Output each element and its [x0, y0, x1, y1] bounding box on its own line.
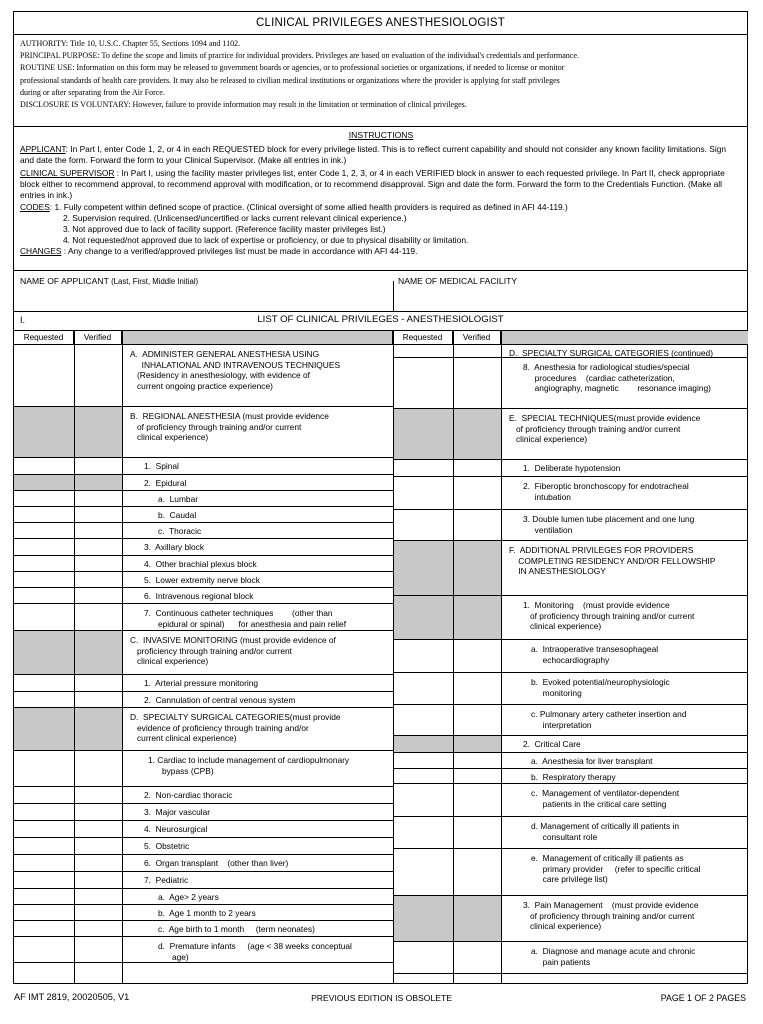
right-requested-cell[interactable]	[393, 358, 453, 409]
right-verified-header: Verified	[453, 331, 501, 345]
privilege-text-line: A. ADMINISTER GENERAL ANESTHESIA USING	[130, 349, 320, 359]
left-verified-cell[interactable]	[74, 604, 122, 631]
column-divider	[393, 331, 394, 984]
left-privilege-cell	[122, 407, 393, 458]
applicant-name-field[interactable]	[20, 276, 198, 286]
right-privilege-cell	[501, 596, 748, 640]
privilege-text-line: a. Age> 2 years	[158, 892, 219, 902]
right-verified-cell[interactable]	[453, 460, 501, 477]
privilege-text-line: current ongoing practice experience)	[130, 380, 273, 391]
privilege-text-line: 5. Obstetric	[144, 841, 190, 851]
left-verified-cell[interactable]	[74, 838, 122, 855]
privacy-act-statement	[20, 38, 740, 111]
form-frame	[13, 11, 748, 984]
left-requested-header: Requested	[14, 331, 74, 345]
privilege-text-line: 8. Anesthesia for radiological studies/special	[523, 362, 690, 372]
column-divider	[501, 331, 502, 984]
right-privilege-header	[501, 331, 748, 345]
privilege-text-line: of proficiency through training and/or current	[523, 610, 695, 621]
privilege-text-line: 6. Organ transplant (other than liver)	[144, 858, 289, 868]
privilege-text-line: a. Lumbar	[158, 494, 199, 504]
right-privilege-cell	[501, 784, 748, 817]
right-requested-cell[interactable]	[393, 477, 453, 510]
left-verified-cell	[74, 708, 122, 751]
right-verified-cell[interactable]	[453, 345, 501, 358]
left-privilege-cell	[122, 675, 393, 692]
right-requested-cell	[393, 409, 453, 460]
left-privilege-cell	[122, 855, 393, 872]
right-verified-cell[interactable]	[453, 942, 501, 974]
privilege-text-line: 2. Non-cardiac thoracic	[144, 790, 233, 800]
privilege-text-line: (Residency in anesthesiology, with evidence of	[130, 370, 311, 380]
privilege-text-line: of proficiency through training and/or current	[509, 423, 681, 434]
privilege-text-line: ventilation	[523, 524, 573, 535]
privilege-text-line: age)	[158, 951, 189, 962]
left-privilege-cell	[122, 872, 393, 889]
left-verified-cell	[74, 631, 122, 675]
privilege-text-line: e. Management of critically ill patients as	[531, 853, 684, 863]
codes-label: CODES	[20, 202, 50, 213]
left-verified-cell[interactable]	[74, 345, 122, 407]
right-privilege-cell	[501, 673, 748, 705]
right-requested-cell[interactable]	[393, 673, 453, 705]
left-privilege-cell	[122, 787, 393, 804]
privilege-text-line: c. Age birth to 1 month (term neonates)	[158, 924, 315, 934]
privilege-text-line: clinical experience)	[523, 621, 602, 631]
right-privilege-cell	[501, 942, 748, 974]
code-2: 2. Supervision required. (Unlicensed/uncertified or lacks current relevant clinical experience.)	[63, 213, 407, 224]
right-requested-cell[interactable]	[393, 817, 453, 849]
privilege-text-line: IN ANESTHESIOLOGY	[509, 566, 606, 576]
privilege-text-line: F. ADDITIONAL PRIVILEGES FOR PROVIDERS	[509, 545, 694, 555]
left-requested-cell[interactable]	[14, 539, 74, 556]
left-verified-cell[interactable]	[74, 572, 122, 588]
right-requested-cell[interactable]	[393, 705, 453, 736]
privilege-text-line: pain patients	[531, 956, 591, 967]
privilege-text-line: consultant role	[531, 831, 598, 842]
left-requested-cell[interactable]	[14, 523, 74, 539]
left-requested-cell[interactable]	[14, 821, 74, 838]
right-verified-cell	[453, 541, 501, 596]
left-privilege-cell	[122, 751, 393, 787]
right-privilege-cell	[501, 460, 748, 477]
left-verified-cell[interactable]	[74, 872, 122, 889]
left-requested-cell[interactable]	[14, 838, 74, 855]
routine-use-line-2: professional standards of health care providers. It may also be released to civilian medical institutions or organizations where the provider is applying for staff privileges	[20, 75, 560, 85]
left-verified-cell[interactable]	[74, 458, 122, 475]
right-privilege-cell	[501, 640, 748, 673]
left-requested-cell[interactable]	[14, 905, 74, 921]
left-verified-cell[interactable]	[74, 675, 122, 692]
privilege-text-line: intubation	[523, 491, 571, 502]
left-privilege-cell	[122, 458, 393, 475]
right-verified-cell[interactable]	[453, 640, 501, 673]
privilege-text-line: proficiency through training and/or current	[130, 645, 293, 656]
right-verified-cell	[453, 409, 501, 460]
left-requested-cell[interactable]	[14, 804, 74, 821]
supervisor-text: : In Part I, using the facility master privileges list, enter Code 1, 2, 3, or 4 in each VERIFIED block in answer to each requested privilege. In Part II, check appropriate block either to recommend approval, to recommend approval with modification, or to recommend disapproval. Sign and date the form. Forward the form to the Credentials Function. (Make all entries in ink.)	[20, 167, 725, 200]
privilege-text-line: evidence of proficiency through training and/or	[130, 722, 309, 733]
right-verified-cell[interactable]	[453, 849, 501, 896]
right-requested-cell[interactable]	[393, 640, 453, 673]
right-verified-cell[interactable]	[453, 705, 501, 736]
right-verified-cell	[453, 736, 501, 753]
right-privilege-cell	[501, 817, 748, 849]
left-requested-cell[interactable]	[14, 491, 74, 507]
left-verified-cell[interactable]	[74, 921, 122, 937]
code-1-text: : 1. Fully competent within defined scope of practice. (Clinical oversight of some allied health providers is required as defined in AFI 44-119.)	[49, 202, 568, 213]
privileges-table	[14, 331, 747, 984]
privilege-text-line: 2. Cannulation of central venous system	[144, 695, 296, 705]
right-requested-cell[interactable]	[393, 769, 453, 784]
privilege-text-line: 1. Deliberate hypotension	[523, 463, 621, 473]
right-requested-cell[interactable]	[393, 345, 453, 358]
privilege-text-line: b. Evoked potential/neurophysiologic	[531, 677, 670, 687]
left-privilege-cell	[122, 821, 393, 838]
divider	[393, 281, 394, 311]
facility-name-label: NAME OF MEDICAL FACILITY	[398, 276, 518, 286]
left-privilege-header	[122, 331, 393, 345]
applicant-text: : In Part I, enter Code 1, 2, or 4 in each REQUESTED block for every privilege listed. This is to reflect current capability and should not consider any known facility limitations. Sign and date the form. Forward the form to your Clinical Supervisor. (Make all entries in ink.)	[20, 143, 727, 165]
privilege-text-line: c. Management of ventilator-dependent	[531, 788, 680, 798]
privilege-text-line: 1. Arterial pressure monitoring	[144, 678, 259, 688]
left-privilege-cell	[122, 631, 393, 675]
left-requested-cell[interactable]	[14, 556, 74, 572]
left-privilege-cell	[122, 556, 393, 572]
right-privilege-cell	[501, 896, 748, 942]
right-privilege-cell	[501, 753, 748, 769]
left-privilege-cell	[122, 921, 393, 937]
right-requested-cell[interactable]	[393, 942, 453, 974]
authority-line: AUTHORITY: Title 10, U.S.C. Chapter 55, Sections 1094 and 1102.	[20, 39, 241, 48]
privilege-text-line: d. Management of critically ill patients in	[531, 821, 680, 831]
right-requested-cell[interactable]	[393, 460, 453, 477]
privilege-text-line: bypass (CPB)	[148, 765, 214, 776]
privilege-text-line: 2. Critical Care	[523, 739, 581, 749]
right-verified-cell[interactable]	[453, 753, 501, 769]
privilege-text-line: 3. Double lumen tube placement and one lung	[523, 514, 695, 524]
principal-purpose-line: PRINCIPAL PURPOSE: To define the scope and limits of practice for individual providers. Privileges are based on evaluation of the individual's credentials and performance.	[20, 51, 579, 61]
left-requested-cell[interactable]	[14, 507, 74, 523]
code-4: 4. Not requested/not approved due to lack of expertise or proficiency, or due to physical disability or limitation.	[63, 235, 469, 246]
privilege-text-line: 6. Intravenous regional block	[144, 591, 254, 601]
left-privilege-cell	[122, 692, 393, 708]
applicant-name-label: NAME OF APPLICANT	[20, 276, 109, 286]
left-privilege-cell	[122, 604, 393, 631]
privilege-text-line: 1. Cardiac to include management of cardiopulmonary	[148, 755, 350, 765]
changes-instructions	[20, 246, 742, 257]
privilege-text-line: c. Pulmonary artery catheter insertion and	[531, 709, 687, 719]
applicant-label: APPLICANT	[20, 143, 66, 154]
privilege-text-line: monitoring	[531, 687, 582, 698]
left-requested-cell[interactable]	[14, 855, 74, 872]
section-title: LIST OF CLINICAL PRIVILEGES - ANESTHESIOLOGIST	[257, 314, 504, 325]
privilege-text-line: echocardiography	[531, 654, 610, 665]
left-requested-cell[interactable]	[14, 937, 74, 963]
right-verified-cell[interactable]	[453, 673, 501, 705]
left-privilege-cell	[122, 889, 393, 905]
left-requested-cell[interactable]	[14, 345, 74, 407]
right-privilege-cell	[501, 705, 748, 736]
left-requested-cell[interactable]	[14, 921, 74, 937]
left-verified-cell[interactable]	[74, 821, 122, 838]
left-requested-cell[interactable]	[14, 889, 74, 905]
previous-edition-note: PREVIOUS EDITION IS OBSOLETE	[311, 993, 452, 1003]
left-verified-cell[interactable]	[74, 855, 122, 872]
left-verified-cell[interactable]	[74, 751, 122, 787]
facility-name-field[interactable]	[398, 276, 517, 286]
left-verified-cell[interactable]	[74, 692, 122, 708]
right-requested-cell	[393, 896, 453, 942]
privilege-text-line: clinical experience)	[523, 921, 602, 931]
privilege-text-line: a. Diagnose and manage acute and chronic	[531, 946, 696, 956]
left-requested-cell	[14, 475, 74, 491]
right-requested-cell	[393, 596, 453, 640]
left-privilege-cell	[122, 708, 393, 751]
column-divider	[74, 331, 75, 984]
left-verified-cell[interactable]	[74, 523, 122, 539]
privilege-text-line: epidural or spinal) for anesthesia and pain relief	[144, 618, 347, 629]
left-privilege-cell	[122, 905, 393, 921]
privilege-text-line: a. Anesthesia for liver transplant	[531, 756, 653, 766]
left-verified-cell[interactable]	[74, 588, 122, 604]
privilege-text-line: b. Caudal	[158, 510, 197, 520]
privilege-text-line: c. Thoracic	[158, 526, 202, 536]
privilege-text-line: of proficiency through training and/or current	[130, 421, 302, 432]
applicant-name-hint: (Last, First, Middle Initial)	[111, 277, 199, 286]
right-requested-cell	[393, 541, 453, 596]
right-requested-cell	[393, 736, 453, 753]
left-requested-cell[interactable]	[14, 872, 74, 889]
privilege-text-line: angiography, magnetic resonance imaging)	[523, 383, 711, 393]
left-requested-cell[interactable]	[14, 458, 74, 475]
left-requested-cell[interactable]	[14, 787, 74, 804]
privilege-text-line: 5. Lower extremity nerve block	[144, 575, 260, 585]
privilege-text-line: 7. Continuous catheter techniques (other than	[144, 608, 333, 618]
privilege-text-line: interpretation	[531, 719, 592, 730]
right-privilege-cell	[501, 541, 748, 596]
left-privilege-cell	[122, 838, 393, 855]
privilege-text-line: primary provider (refer to specific critical	[531, 863, 701, 874]
right-privilege-cell	[501, 510, 748, 541]
left-privilege-cell	[122, 507, 393, 523]
instructions-heading: INSTRUCTIONS	[348, 130, 414, 140]
routine-use-line: ROUTINE USE: Information on this form may be released to government boards or agencies, or to professional societies or organizations, if needed to license or monitor	[20, 63, 565, 73]
privilege-text-line: 1. Spinal	[144, 461, 179, 471]
left-verified-cell[interactable]	[74, 889, 122, 905]
left-verified-cell	[74, 407, 122, 458]
left-verified-cell[interactable]	[74, 491, 122, 507]
right-requested-cell[interactable]	[393, 753, 453, 769]
left-requested-cell[interactable]	[14, 692, 74, 708]
left-verified-cell[interactable]	[74, 556, 122, 572]
left-privilege-cell	[122, 475, 393, 491]
column-divider	[122, 331, 123, 984]
right-privilege-cell	[501, 409, 748, 460]
left-verified-cell[interactable]	[74, 905, 122, 921]
left-requested-cell	[14, 631, 74, 675]
right-privilege-cell	[501, 769, 748, 784]
right-verified-cell	[453, 896, 501, 942]
form-title: CLINICAL PRIVILEGES ANESTHESIOLOGIST	[14, 12, 747, 35]
left-verified-cell[interactable]	[74, 937, 122, 963]
right-privilege-cell	[501, 358, 748, 409]
right-verified-cell	[453, 596, 501, 640]
left-privilege-cell	[122, 345, 393, 407]
privilege-text-line: 4. Neurosurgical	[144, 824, 208, 834]
privilege-text-line: E. SPECIAL TECHNIQUES(must provide evidence	[509, 413, 701, 423]
right-privilege-cell	[501, 736, 748, 753]
right-verified-cell[interactable]	[453, 784, 501, 817]
right-verified-cell[interactable]	[453, 769, 501, 784]
privilege-text-line: clinical experience)	[130, 656, 209, 666]
supervisor-label: CLINICAL SUPERVISOR	[20, 167, 115, 178]
privilege-text-line: 2. Fiberoptic bronchoscopy for endotracheal	[523, 481, 689, 491]
disclosure-line: DISCLOSURE IS VOLUNTARY: However, failure to provide information may result in the limitation or termination of clinical privileges.	[20, 100, 467, 110]
right-privilege-cell	[501, 849, 748, 896]
left-privilege-cell	[122, 588, 393, 604]
privilege-text-line: COMPLETING RESIDENCY AND/OR FELLOWSHIP	[509, 555, 716, 566]
left-privilege-cell	[122, 523, 393, 539]
left-requested-cell	[14, 708, 74, 751]
privilege-text-line: of proficiency through training and/or current	[523, 910, 695, 921]
left-requested-cell[interactable]	[14, 572, 74, 588]
right-requested-cell[interactable]	[393, 510, 453, 541]
left-privilege-cell	[122, 539, 393, 556]
column-divider	[453, 331, 454, 984]
left-privilege-cell	[122, 572, 393, 588]
left-verified-cell[interactable]	[74, 539, 122, 556]
left-privilege-cell	[122, 491, 393, 507]
left-privilege-cell	[122, 937, 393, 963]
changes-text: : Any change to a verified/approved privileges list must be made in accordance with AFI 44-119.	[61, 246, 418, 257]
divider	[14, 126, 747, 127]
privilege-text-line: C. INVASIVE MONITORING (must provide evidence of	[130, 635, 336, 645]
privilege-text-line: clinical experience)	[130, 432, 209, 442]
privilege-text-line: 3. Major vascular	[144, 807, 211, 817]
code-1	[20, 202, 742, 213]
privilege-text-line: current clinical experience)	[130, 733, 237, 743]
left-verified-cell[interactable]	[74, 507, 122, 523]
left-requested-cell[interactable]	[14, 604, 74, 631]
codes-list	[20, 202, 742, 246]
changes-label: CHANGES	[20, 246, 62, 257]
privilege-text-line: a. Intraoperative transesophageal	[531, 644, 659, 654]
right-privilege-cell	[501, 477, 748, 510]
code-3: 3. Not approved due to lack of facility support. (Reference facility master privileges list.)	[63, 224, 386, 235]
left-verified-cell	[74, 475, 122, 491]
left-verified-cell[interactable]	[74, 804, 122, 821]
right-verified-cell[interactable]	[453, 358, 501, 409]
left-requested-cell[interactable]	[14, 588, 74, 604]
right-requested-header: Requested	[393, 331, 453, 345]
privilege-text-line: d. Premature infants (age < 38 weeks conceptual	[158, 941, 352, 951]
privilege-text-line: 3. Axillary block	[144, 542, 205, 552]
privilege-text-line: clinical experience)	[509, 434, 588, 444]
privilege-text-line: 3. Pain Management (must provide evidence	[523, 900, 699, 910]
privilege-text-line: 4. Other brachial plexus block	[144, 559, 257, 569]
privilege-text-line: care privilege list)	[531, 874, 608, 884]
right-requested-cell[interactable]	[393, 784, 453, 817]
privilege-text-line: B. REGIONAL ANESTHESIA (must provide evidence	[130, 411, 329, 421]
privilege-text-line: 1. Monitoring (must provide evidence	[523, 600, 670, 610]
applicant-instructions	[20, 144, 742, 166]
right-privilege-cell	[501, 345, 748, 358]
privilege-text-line: D. SPECIALTY SURGICAL CATEGORIES (continued)	[509, 348, 714, 358]
left-privilege-cell	[122, 804, 393, 821]
right-verified-cell[interactable]	[453, 510, 501, 541]
name-fields	[14, 270, 747, 312]
privilege-text-line: procedures (cardiac catheterization,	[523, 372, 675, 383]
left-requested-cell[interactable]	[14, 675, 74, 692]
right-verified-cell[interactable]	[453, 477, 501, 510]
supervisor-instructions	[20, 168, 742, 201]
left-verified-cell[interactable]	[74, 787, 122, 804]
page-number: PAGE 1 OF 2 PAGES	[660, 993, 746, 1003]
routine-use-line-3: during or after separating from the Air Force.	[20, 87, 165, 97]
privilege-text-line: INHALATIONAL AND INTRAVENOUS TECHNIQUES	[130, 359, 341, 370]
privilege-text-line: patients in the critical care setting	[531, 798, 667, 809]
section-number: I.	[20, 315, 26, 325]
privilege-text-line: 7. Pediatric	[144, 875, 189, 885]
right-verified-cell[interactable]	[453, 817, 501, 849]
instructions	[20, 130, 742, 259]
privilege-text-line: 2. Epidural	[144, 478, 187, 488]
privilege-text-line: b. Respiratory therapy	[531, 772, 616, 782]
left-requested-cell	[14, 407, 74, 458]
right-requested-cell[interactable]	[393, 849, 453, 896]
section-header	[14, 310, 747, 331]
privilege-text-line: D. SPECIALTY SURGICAL CATEGORIES(must provide	[130, 712, 341, 722]
left-verified-header: Verified	[74, 331, 122, 345]
privilege-text-line: b. Age 1 month to 2 years	[158, 908, 256, 918]
form-number: AF IMT 2819, 20020505, V1	[14, 992, 130, 1002]
left-requested-cell[interactable]	[14, 751, 74, 787]
